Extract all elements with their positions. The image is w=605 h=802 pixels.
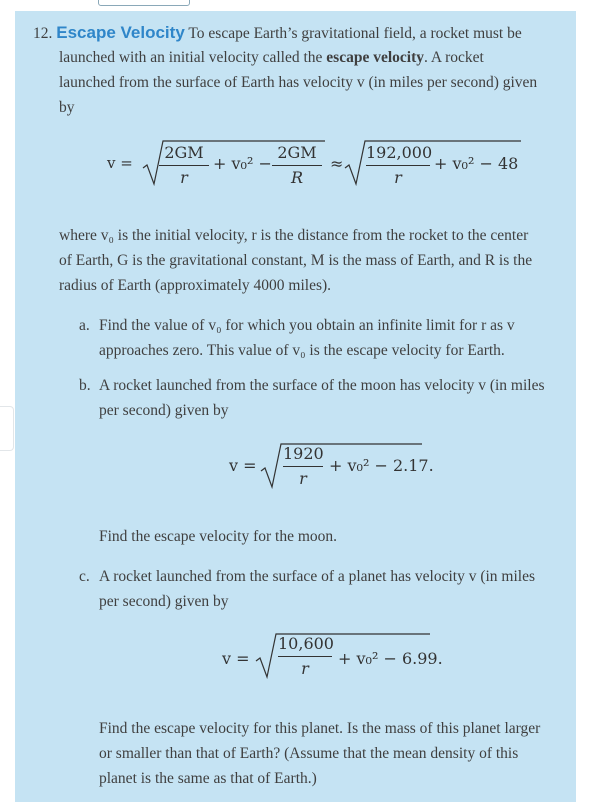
eq1-frac1-num: 2GM [164, 143, 204, 162]
eq1-frac1-den: r [180, 168, 188, 187]
part-b-eq-lhs: v = [229, 456, 257, 475]
problem-intro-line3: launched from the surface of Earth has velocity v (in miles per second) given [59, 74, 538, 91]
part-c-question-line3: planet is the same as that of Earth.) [99, 770, 317, 787]
part-c-eq-lhs: v = [222, 649, 250, 668]
part-c-eq-den: r [301, 659, 309, 678]
part-c-line2: per second) given by [99, 593, 229, 610]
problem-intro-line1 [33, 20, 522, 46]
part-c-eq-num: 10,600 [278, 634, 334, 653]
intro-text-2b: . A rocket [424, 49, 484, 66]
where-line1: where v₀ is the initial velocity, r is the distance from the rocket to the center [59, 227, 529, 244]
part-c-eq-tail: + v₀² − 6.99. [338, 649, 443, 668]
eq1-frac2-num: 2GM [277, 143, 317, 162]
intro-text-1: To escape Earth’s gravitational field, a rocket must be [188, 25, 522, 42]
part-b-label: b. [79, 377, 91, 394]
part-a-label: a. [79, 317, 90, 334]
problem-title: Escape Velocity [56, 23, 185, 42]
intro-bold-term: escape velocity [326, 49, 424, 66]
eq1-approx: ≈ [330, 154, 344, 173]
part-a-line2: approaches zero. This value of v₀ is the escape velocity for Earth. [99, 342, 505, 359]
problem-intro-line2 [59, 45, 484, 70]
part-b-line2: per second) given by [99, 402, 229, 419]
problem-number: 12. [33, 25, 53, 42]
part-a-line1: Find the value of v₀ for which you obtain an infinite limit for r as v [99, 317, 515, 334]
part-b-question: Find the escape velocity for the moon. [99, 528, 338, 545]
eq1-lhs: v = [107, 154, 133, 172]
where-line3: radius of Earth (approximately 4000 miles). [59, 277, 332, 294]
eq1-tail: + v₀² − 48 [434, 154, 519, 173]
eq1-frac3-num: 192,000 [366, 143, 433, 162]
intro-text-2a: launched with an initial velocity called the [59, 49, 327, 66]
eq1-plus-v0: + v₀² − [213, 154, 272, 173]
part-b-eq-den: r [299, 469, 307, 488]
part-c-line1: A rocket launched from the surface of a planet has velocity v (in miles [99, 568, 535, 585]
side-tab[interactable] [0, 406, 14, 451]
part-c-label: c. [79, 568, 90, 585]
eq1-frac2-den: R [290, 168, 304, 187]
eq1-frac3-den: r [394, 168, 402, 187]
problem-intro-line4: by [59, 99, 75, 116]
part-b-line1: A rocket launched from the surface of the moon has velocity v (in miles [99, 377, 545, 394]
part-c-question-line1: Find the escape velocity for this planet. Is the mass of this planet larger [99, 720, 541, 737]
answer-button[interactable] [98, 0, 190, 6]
part-b-eq-num: 1920 [283, 444, 324, 463]
where-line2: of Earth, G is the gravitational constant, M is the mass of Earth, and R is the [59, 252, 533, 269]
part-c-question-line2: or smaller than that of Earth? (Assume that the mean density of this [99, 745, 519, 762]
part-b-eq-tail: + v₀² − 2.17. [329, 456, 434, 475]
